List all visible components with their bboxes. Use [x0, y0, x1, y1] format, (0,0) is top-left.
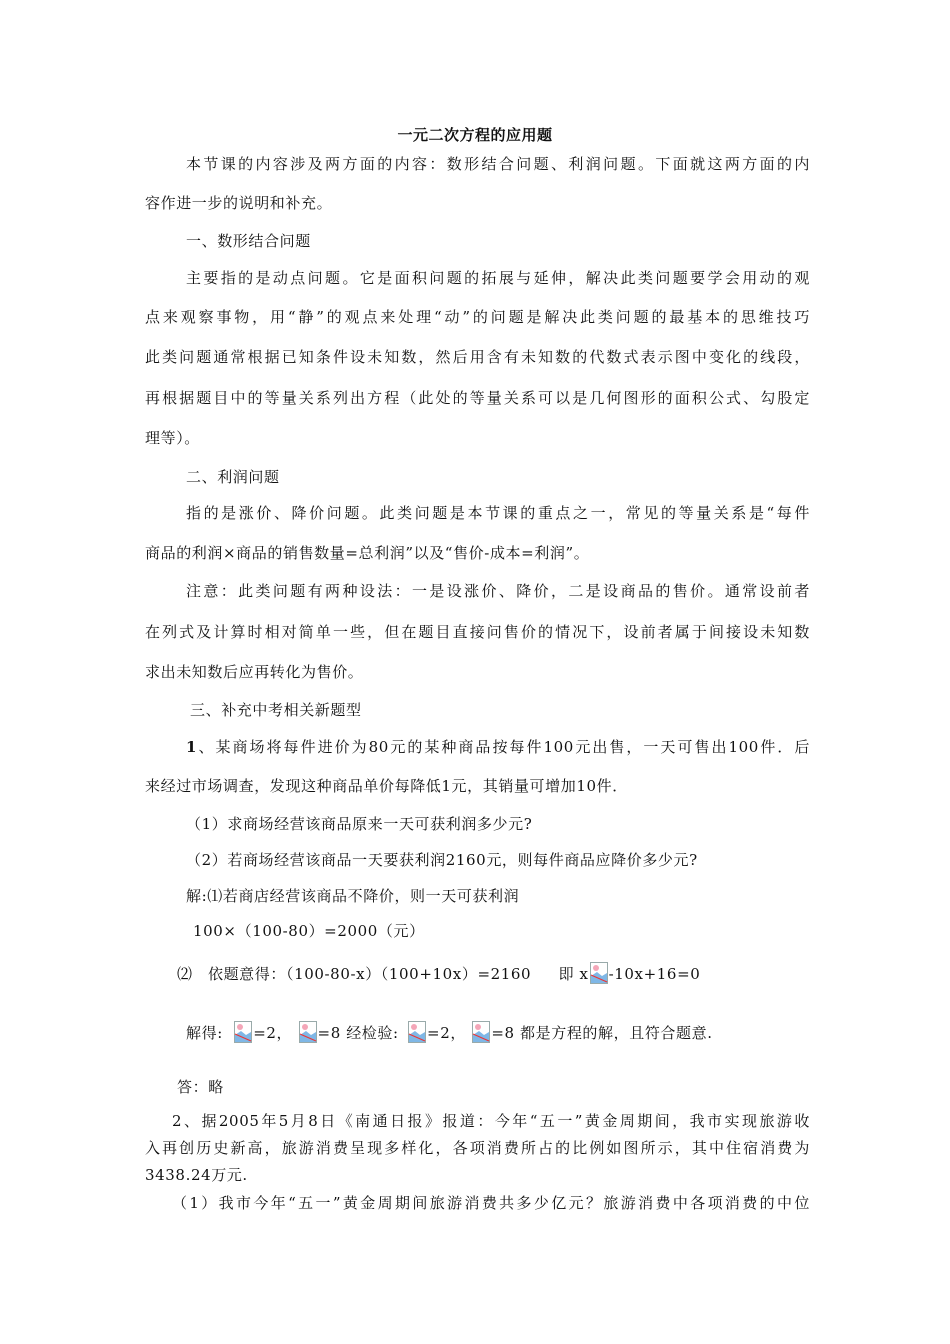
q1-text-1: 、某商场将每件进价为80元的某种商品按每件100元出售，一天可售出100件．后: [197, 738, 810, 756]
q1-answer: 答：略: [177, 1078, 224, 1096]
broken-image-icon: [590, 962, 608, 984]
note-line-2: 在列式及计算时相对简单一些，但在题目直接问售价的情况下，设前者属于间接设未知数: [145, 623, 810, 641]
note-line-1: 注意：此类问题有两种设法：一是设涨价、降价，二是设商品的售价。通常设前者: [186, 582, 810, 600]
intro-line-1: 本节课的内容涉及两方面的内容：数形结合问题、利润问题。下面就这两方面的内: [186, 155, 810, 173]
sol2-eq-suffix: -10x+16=0: [608, 965, 701, 983]
sol2-number: ⑵: [177, 965, 193, 983]
section2-heading: 二、利润问题: [186, 468, 280, 486]
q1-line-2: 来经过市场调查，发现这种商品单价每降低1元，其销量可增加10件．: [145, 777, 628, 795]
section2-line-1: 指的是涨价、降价问题。此类问题是本节课的重点之一，常见的等量关系是“每件: [186, 504, 810, 522]
solve-eq-1: =2，: [253, 1024, 293, 1042]
broken-image-icon: [408, 1021, 426, 1043]
q1-sub-2: （2）若商场经营该商品一天要获利润2160元，则每件商品应降价多少元?: [186, 851, 698, 869]
q1-number: 1: [186, 738, 198, 756]
solve-label: 解得:: [186, 1024, 223, 1042]
q2-line-3: 3438.24万元.: [145, 1166, 248, 1184]
section1-line-3: 此类问题通常根据已知条件设未知数，然后用含有未知数的代数式表示图中变化的线段，: [145, 348, 810, 366]
section1-line-1: 主要指的是动点问题。它是面积问题的拓展与延伸，解决此类问题要学会用动的观: [186, 269, 810, 287]
q2-sub-1: （1）我市今年“五一”黄金周期间旅游消费共多少亿元？旅游消费中各项消费的中位: [172, 1194, 810, 1212]
q1-solution-2: [177, 962, 817, 984]
solve-eq-3: =2，: [427, 1024, 466, 1042]
sol2-eq-prefix: 即 x: [558, 965, 589, 983]
broken-image-icon: [472, 1021, 490, 1043]
q1-solution-1: 解:⑴若商店经营该商品不降价，则一天可获利润: [186, 887, 520, 905]
section2-line-2: 商品的利润×商品的销售数量=总利润”以及“售价-成本=利润”。: [145, 544, 590, 562]
section3-heading: 三、补充中考相关新题型: [190, 701, 362, 719]
q1-line-1: [186, 737, 810, 757]
solve-eq-2: =8 经检验:: [317, 1024, 399, 1042]
q1-solve-line: [186, 1021, 806, 1043]
page-title: 一元二次方程的应用题: [397, 126, 553, 144]
sol2-eq: [559, 965, 701, 983]
section1-heading: 一、数形结合问题: [186, 232, 311, 250]
broken-image-icon: [299, 1021, 317, 1043]
q1-solution-calc: 100×（100-80）=2000（元）: [193, 922, 425, 940]
section1-line-5: 理等）。: [145, 429, 200, 447]
q1-sub-1: （1）求商场经营该商品原来一天可获利润多少元?: [186, 815, 533, 833]
sol2-text: 依题意得：（100-80-x）（100+10x）=2160: [207, 965, 532, 983]
solve-eq-4: =8 都是方程的解，且符合题意.: [491, 1024, 713, 1042]
q2-line-1: 2、据2005年5月8日《南通日报》报道：今年“五一”黄金周期间，我市实现旅游收: [172, 1112, 810, 1130]
intro-line-2: 容作进一步的说明和补充。: [145, 194, 333, 212]
section1-line-4: 再根据题目中的等量关系列出方程（此处的等量关系可以是几何图形的面积公式、勾股定: [145, 389, 810, 407]
broken-image-icon: [234, 1021, 252, 1043]
q2-line-2: 入再创历史新高，旅游消费呈现多样化，各项消费所占的比例如图所示，其中住宿消费为: [145, 1139, 810, 1157]
note-line-3: 求出未知数后应再转化为售价。: [145, 663, 364, 681]
section1-line-2: 点来观察事物，用“静”的观点来处理“动”的问题是解决此类问题的最基本的思维技巧: [145, 308, 810, 326]
